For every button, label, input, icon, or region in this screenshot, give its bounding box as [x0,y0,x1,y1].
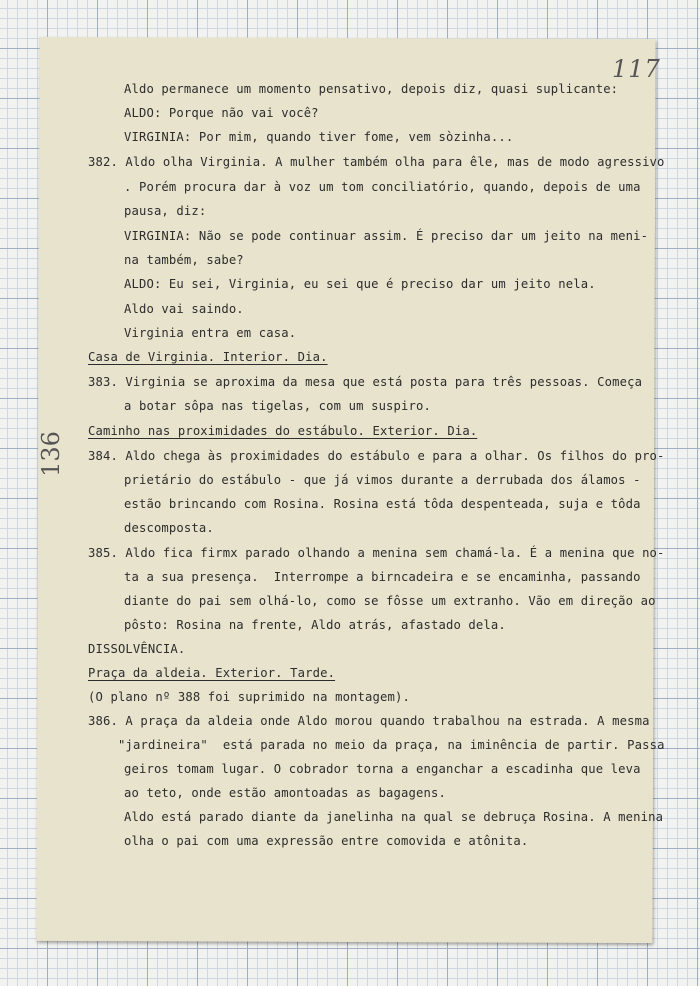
text-line: VIRGINIA: Não se pode continuar assim. É preciso dar um jeito na meni- [124,229,649,243]
paper-sheet [36,37,655,943]
text-line: . Porém procura dar à voz um tom conciliatório, quando, depois de uma [124,180,641,194]
scene-paragraph-line: 383. Virginia se aproxima da mesa que está posta para três pessoas. Começa [88,375,643,389]
text-line: geiros tomam lugar. O cobrador torna a enganchar a escadinha que leva [124,762,641,776]
note-line: (O plano nº 388 foi suprimido na montagem). [88,690,410,704]
text-line: VIRGINIA: Por mim, quando tiver fome, vem sòzinha... [124,130,514,144]
transition-label: DISSOLVÊNCIA. [88,642,186,656]
text-line: ALDO: Porque não vai você? [124,106,319,120]
scene-heading: Caminho nas proximidades do estábulo. Exterior. Dia. [88,424,478,438]
text-line: Aldo está parado diante da janelinha na qual se debruça Rosina. A menina [124,810,664,824]
text-line: pôsto: Rosina na frente, Aldo atrás, afastado dela. [124,618,506,632]
handwritten-page-number: 117 [612,55,661,83]
text-line: Aldo permanece um momento pensativo, depois diz, quasi suplicante: [124,82,619,96]
text-line: na também, sabe? [124,253,244,267]
scene-paragraph-line: 385. Aldo fica firmx parado olhando a menina sem chamá-la. É a menina que no- [88,546,665,560]
text-line: ao teto, onde estão amontoadas as bagagens. [124,786,446,800]
text-line: ta a sua presença. Interrompe a birncadeira e se encaminha, passando [124,570,641,584]
text-line: Aldo vai saindo. [124,302,244,316]
scene-paragraph-line: 384. Aldo chega às proximidades do estábulo e para a olhar. Os filhos do pro- [88,449,665,463]
text-line: estão brincando com Rosina. Rosina está tôda despenteada, suja e tôda [124,497,641,511]
scene-heading: Casa de Virginia. Interior. Dia. [88,350,328,364]
text-line: "jardineira" está parada no meio da praça, na iminência de partir. Passa [118,738,665,752]
text-line: a botar sôpa nas tigelas, com um suspiro. [124,399,431,413]
text-line: Virginia entra em casa. [124,326,297,340]
scene-paragraph-line: 386. A praça da aldeia onde Aldo morou quando trabalhou na estrada. A mesma [88,714,650,728]
scene-paragraph-line: 382. Aldo olha Virginia. A mulher também olha para êle, mas de modo agressivo [88,155,665,169]
text-line: pausa, diz: [124,204,207,218]
text-line: diante do pai sem olhá-lo, como se fôsse um extranho. Vão em direção ao [124,594,656,608]
handwritten-margin-number: 136 [36,431,65,477]
text-line: prietário do estábulo - que já vimos durante a derrubada dos álamos - [124,473,641,487]
text-line: descomposta. [124,521,214,535]
scene-heading: Praça da aldeia. Exterior. Tarde. [88,666,336,680]
text-line: ALDO: Eu sei, Virginia, eu sei que é preciso dar um jeito nela. [124,277,596,291]
text-line: olha o pai com uma expressão entre comovida e atônita. [124,834,529,848]
